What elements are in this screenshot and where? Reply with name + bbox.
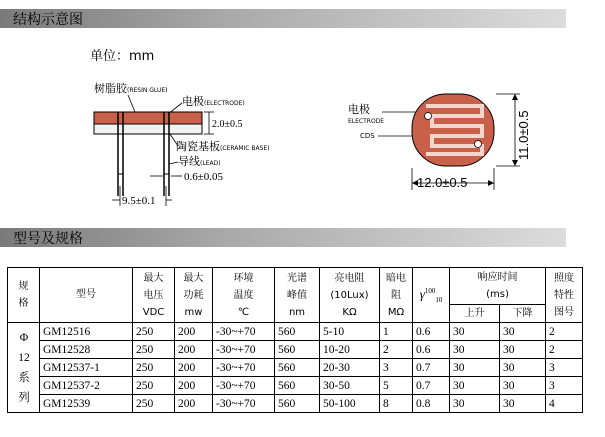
table-row xyxy=(8,395,583,413)
header-curve: 照度 特性 图号 xyxy=(546,268,583,323)
cell-fall: 30 xyxy=(500,359,546,377)
cell-fall: 30 xyxy=(500,341,546,359)
table-row xyxy=(8,323,583,341)
cds-label: CDS xyxy=(360,132,375,140)
cell-rise: 30 xyxy=(450,341,500,359)
cell-voltage: 250 xyxy=(133,323,175,341)
electrode-label-front: 电极 xyxy=(348,103,370,116)
cell-spectrum: 560 xyxy=(275,395,320,413)
header-rise: 上升 xyxy=(450,305,500,323)
unit-label: 单位：mm xyxy=(90,49,155,64)
table-row xyxy=(8,341,583,359)
header-gamma: $\gamma^{100}_{10}$ xyxy=(413,268,450,323)
cell-voltage: 250 xyxy=(133,341,175,359)
model-section-title: 型号及规格 xyxy=(13,231,83,247)
cell-dark-res: 5 xyxy=(380,377,413,395)
cell-temp: -30~+70 xyxy=(213,377,275,395)
cell-spectrum: 560 xyxy=(275,377,320,395)
cell-light-res: 50-100 xyxy=(320,395,380,413)
cell-gamma: 0.7 xyxy=(413,359,450,377)
cell-curve: 3 xyxy=(546,359,583,377)
resin-glue-layer xyxy=(94,112,202,124)
lead-diameter-dim: 0.6±0.05 xyxy=(184,171,224,183)
cell-curve: 2 xyxy=(546,341,583,359)
cell-light-res: 30-50 xyxy=(320,377,380,395)
cell-voltage: 250 xyxy=(133,377,175,395)
cell-dark-res: 1 xyxy=(380,323,413,341)
height-dim: 11.0±0.5 xyxy=(516,110,531,160)
cell-spectrum: 560 xyxy=(275,341,320,359)
header-dark-resistance: 暗电 阻 MΩ xyxy=(380,268,413,323)
cell-temp: -30~+70 xyxy=(213,359,275,377)
cell-voltage: 250 xyxy=(133,395,175,413)
electrode-label-side: 电极(ELECTRODE) xyxy=(182,95,245,108)
cell-model: GM12516 xyxy=(40,323,133,341)
pitch-dim: 9.5±0.1 xyxy=(122,195,156,207)
cell-temp: -30~+70 xyxy=(213,341,275,359)
ceramic-base-layer xyxy=(94,124,202,134)
cell-light-res: 5-10 xyxy=(320,323,380,341)
series-label: Φ 12 系 列 xyxy=(8,323,40,413)
cell-dark-res: 2 xyxy=(380,341,413,359)
header-guige: 规 格 xyxy=(8,268,40,323)
structure-section-title: 结构示意图 xyxy=(13,12,83,28)
header-spectrum: 光谱 峰值 nm xyxy=(275,268,320,323)
cell-power: 200 xyxy=(175,341,213,359)
header-power: 最大 功耗 mw xyxy=(175,268,213,323)
cell-model: GM12539 xyxy=(40,395,133,413)
width-dim: 12.0±0.5 xyxy=(417,175,468,190)
header-light-resistance: 亮电阻 (10Lux) KΩ xyxy=(320,268,380,323)
header-voltage: 最大 电压 VDC xyxy=(133,268,175,323)
table-row xyxy=(8,377,583,395)
cell-temp: -30~+70 xyxy=(213,395,275,413)
cell-power: 200 xyxy=(175,395,213,413)
cell-rise: 30 xyxy=(450,395,500,413)
cell-rise: 30 xyxy=(450,359,500,377)
cell-light-res: 10-20 xyxy=(320,341,380,359)
cell-power: 200 xyxy=(175,359,213,377)
resin-glue-label: 树脂胶(RESIN GLUE) xyxy=(94,82,168,95)
electrode-label-front-en: ELECTRODE xyxy=(348,118,385,125)
cell-curve: 4 xyxy=(546,395,583,413)
cell-gamma: 0.7 xyxy=(413,377,450,395)
cell-spectrum: 560 xyxy=(275,323,320,341)
cell-fall: 30 xyxy=(500,395,546,413)
cell-gamma: 0.6 xyxy=(413,323,450,341)
header-model: 型号 xyxy=(40,268,133,323)
cell-fall: 30 xyxy=(500,323,546,341)
cell-rise: 30 xyxy=(450,377,500,395)
ceramic-base-label: 陶瓷基板(CERAMIC BASE) xyxy=(176,140,270,153)
cell-dark-res: 8 xyxy=(380,395,413,413)
cell-rise: 30 xyxy=(450,323,500,341)
cell-model: GM12537-1 xyxy=(40,359,133,377)
cell-model: GM12537-2 xyxy=(40,377,133,395)
cell-gamma: 0.6 xyxy=(413,341,450,359)
cell-light-res: 20-30 xyxy=(320,359,380,377)
spec-table xyxy=(7,267,583,413)
cell-spectrum: 560 xyxy=(275,359,320,377)
cell-gamma: 0.8 xyxy=(413,395,450,413)
lead-label: 导线(LEAD) xyxy=(178,155,221,168)
thickness-dim: 2.0±0.5 xyxy=(212,119,243,130)
cell-model: GM12528 xyxy=(40,341,133,359)
table-row xyxy=(8,359,583,377)
header-temp: 环境 温度 ℃ xyxy=(213,268,275,323)
cell-curve: 3 xyxy=(546,377,583,395)
model-section-bar xyxy=(0,228,566,247)
cell-dark-res: 3 xyxy=(380,359,413,377)
cell-temp: -30~+70 xyxy=(213,323,275,341)
cell-curve: 2 xyxy=(546,323,583,341)
cell-voltage: 250 xyxy=(133,359,175,377)
cell-power: 200 xyxy=(175,323,213,341)
cell-fall: 30 xyxy=(500,377,546,395)
cell-power: 200 xyxy=(175,377,213,395)
header-response-time: 响应时间 (ms) xyxy=(450,268,546,305)
header-fall: 下降 xyxy=(500,305,546,323)
